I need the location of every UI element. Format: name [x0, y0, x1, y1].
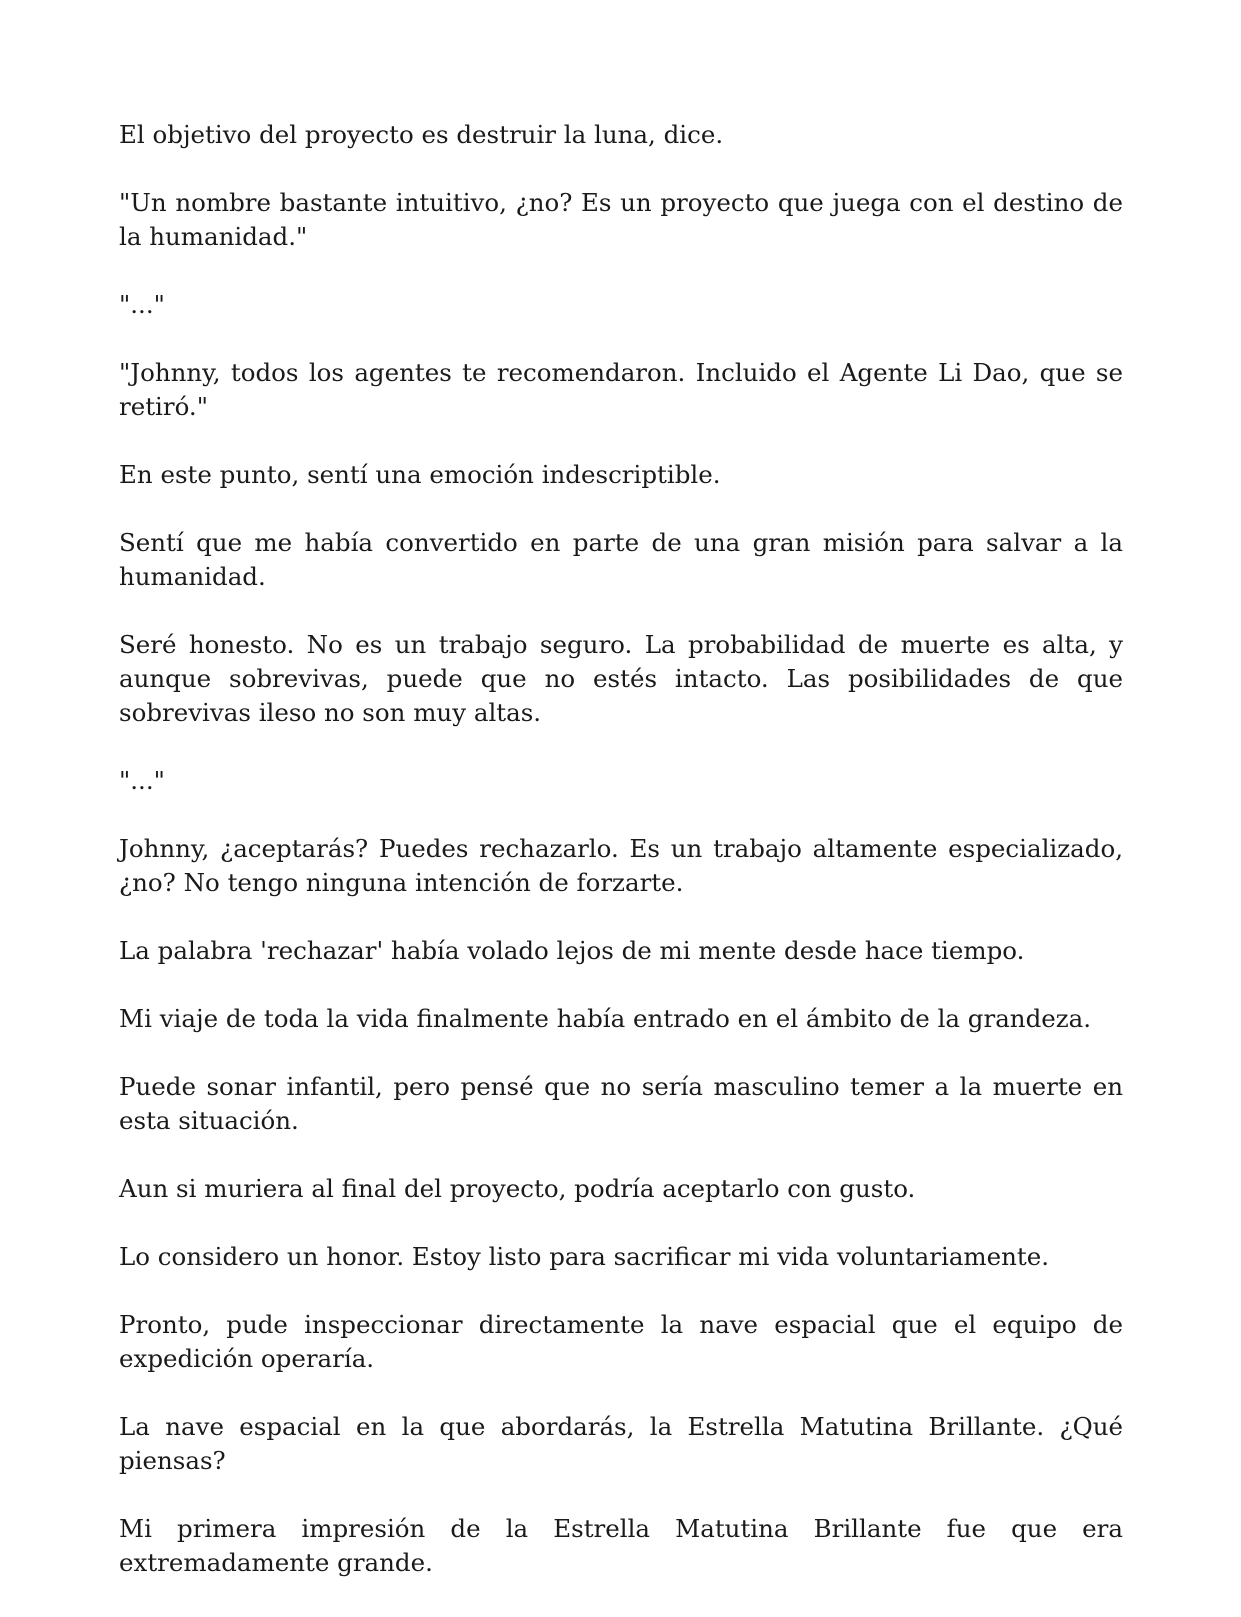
paragraph: Mi viaje de toda la vida finalmente había entrado en el ámbito de la grandeza. [119, 1004, 1092, 1033]
paragraph: Seré honesto. No es un trabajo seguro. La probabilidad de muerte es alta, y aunque sobrevivas, puede que no estés intacto. Las posibilidades de que sobrevivas ileso no son muy altas. [119, 630, 1123, 727]
paragraph: "Un nombre bastante intuitivo, ¿no? Es un proyecto que juega con el destino de la humanidad." [119, 188, 1123, 251]
paragraph: Puede sonar infantil, pero pensé que no sería masculino temer a la muerte en esta situación. [119, 1072, 1123, 1135]
paragraph: Lo considero un honor. Estoy listo para sacrificar mi vida voluntariamente. [119, 1242, 1050, 1271]
paragraph: "..." [119, 290, 165, 319]
paragraph: Aun si muriera al final del proyecto, podría aceptarlo con gusto. [119, 1174, 916, 1203]
paragraph: En este punto, sentí una emoción indescriptible. [119, 460, 721, 489]
paragraph: Johnny, ¿aceptarás? Puedes rechazarlo. Es un trabajo altamente especializado, ¿no? No tengo ninguna intención de forzarte. [119, 834, 1123, 897]
paragraph: El objetivo del proyecto es destruir la luna, dice. [119, 120, 724, 149]
paragraph: "Johnny, todos los agentes te recomendaron. Incluido el Agente Li Dao, que se retiró." [119, 358, 1123, 421]
paragraph: Mi primera impresión de la Estrella Matutina Brillante fue que era extremadamente grande. [119, 1514, 1123, 1577]
paragraph: La palabra 'rechazar' había volado lejos de mi mente desde hace tiempo. [119, 936, 1025, 965]
paragraph: Sentí que me había convertido en parte de una gran misión para salvar a la humanidad. [119, 528, 1123, 591]
paragraph: "..." [119, 766, 165, 795]
paragraph: Pronto, pude inspeccionar directamente la nave espacial que el equipo de expedición operaría. [119, 1310, 1123, 1373]
paragraph: La nave espacial en la que abordarás, la Estrella Matutina Brillante. ¿Qué piensas? [119, 1412, 1123, 1475]
document-page [119, 118, 1123, 1614]
